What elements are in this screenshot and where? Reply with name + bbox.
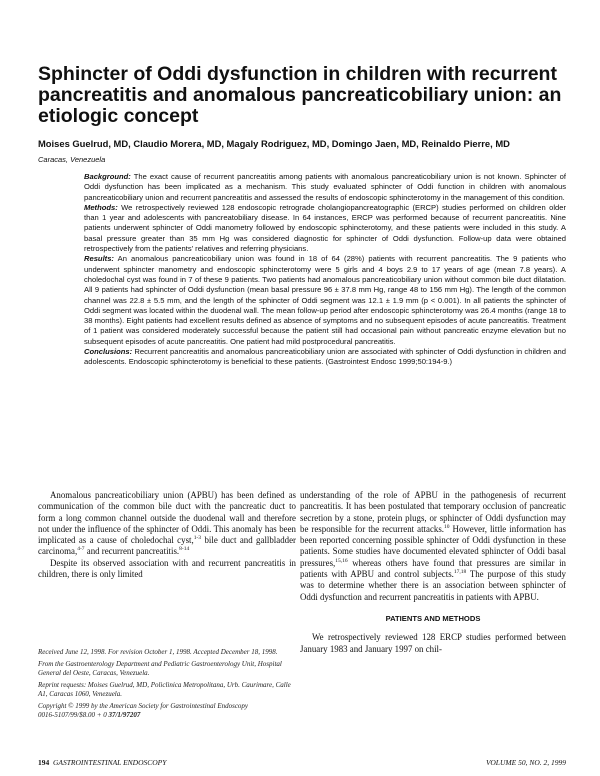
affiliation-note: From the Gastroenterology Department and Pediatric Gastroenterology Unit, Hospital General del Oeste, Caracas, Venezuela. <box>38 660 282 677</box>
abstract <box>84 172 566 368</box>
intro-paragraph-2: Despite its observed association with and recurrent pancreatitis in children, there is only limited <box>38 557 296 580</box>
copyright-code <box>38 711 140 719</box>
citation-ref: 1-3 <box>193 535 202 542</box>
intro-text-b: bile duct and gallbladder carcinoma, <box>38 535 296 557</box>
citation-ref: 15,16 <box>335 557 348 564</box>
conclusions-label: Conclusions: <box>84 347 133 357</box>
section-heading-methods: PATIENTS AND METHODS <box>385 613 481 623</box>
copyright-note <box>38 702 296 720</box>
results-text: An anomalous pancreaticobiliary union was found in 18 of 64 (28%) patients with recurrent pancreatitis. The 9 patients who underwent sphincter manometry and endoscopic sphincterotomy were 5 girls and 4 boys 2.9 to 17 years of age (mean 7.8 years). A choledochal cyst was found in 7 of these 9 patients. Two patients had anomalous pancreaticobiliary union without common bile duct dilatation. All 9 patients had sphincter of Oddi dysfunction (mean basal pressure 96 ± 37.8 mm Hg, range 48 to 156 mm Hg). The length of the common channel was 22.8 ± 5.5 mm, and the length of the sphincter of Oddi segment was 12.1 ± 1.9 mm (p < 0.001). In all patients the sphincter of Oddi segment was located within the duodenal wall. The mean follow-up period after endoscopic sphincterotomy was 26.4 months (range 18 to 38 months). Eight patients had excellent results defined as absence of symptoms and no subsequent episodes of acute pancreatitis. Treatment of 1 patient was considered moderately successful because the patient still had occasional pain without pancreatic enzyme elevation but no subsequent episodes of acute pancreatitis. One patient had mild postprocedural pancreatitis. <box>84 254 566 346</box>
body-column-left <box>38 490 296 580</box>
intro-paragraph-1 <box>38 490 296 558</box>
reprint-note: Reprint requests: Moises Guelrud, MD, Policlinica Metropolitana, Urb. Caurimare, Calle A1, Caracas 1060, Venezuela. <box>38 681 291 698</box>
methods-label: Methods: <box>84 202 118 212</box>
abstract-background <box>84 172 566 203</box>
article-title: Sphincter of Oddi dysfunction in children with recurrent pancreatitis and anomalous pancreaticobiliary union: an etiologic concept <box>38 63 562 127</box>
intro-text-f: whereas others have found that pressures are similar in patients with APBU and control subjects. <box>300 557 566 580</box>
intro-text-d: understanding of the role of APBU in the pathogenesis of recurrent pancreatitis. It has been postulated that temporary occlusion of pancreatic secretion by a stone, protein plugs, or sphincter of Oddi dysfunction may be responsible for the recurrent attacks. <box>300 490 566 534</box>
received-note: Received June 12, 1998. For revision October 1, 1998. Accepted December 18, 1998. <box>38 648 278 656</box>
abstract-methods <box>84 203 566 254</box>
results-label: Results: <box>84 254 114 264</box>
citation-ref: 8-14 <box>179 546 190 553</box>
methods-paragraph-1: We retrospectively reviewed 128 ERCP studies performed between January 1983 and January 1997 on chil- <box>300 632 566 654</box>
intro-text-g: The purpose of this study was to determine whether there is an association between sphincter of Oddi dysfunction and recurrent pancreatitis in patients with APBU. <box>300 569 566 602</box>
citation-ref: 17,18 <box>453 569 467 576</box>
abstract-conclusions <box>84 347 566 368</box>
background-text: The exact cause of recurrent pancreatitis among patients with anomalous pancreaticobiliary union is not known. Sphincter of Oddi dysfunction has been implicated as a mechanism. This study evaluated sphincter of Oddi function in children with anomalous pancreaticobiliary union and recurrent pancreatitis and assessed the results of endoscopic sphincterotomy in the management of this condition. <box>84 172 566 202</box>
methods-text: We retrospectively reviewed 128 endoscopic retrograde cholangiopancreatographic (ERCP) studies performed on children older than 1 year and adolescents with pancreatobiliary disease. In 64 instances, ERCP was performed because of recurrent pancreatitis. Nine patients underwent sphincter of Oddi manometry followed by endoscopic sphincterotomy, and these patients were included in this study. A basal pressure greater than 35 mm Hg was considered diagnostic for sphincter of Oddi dysfunction. Follow-up data were obtained retrospectively from the patients' relatives and referring physicians. <box>84 202 566 254</box>
background-label: Background: <box>84 172 131 181</box>
journal-name: GASTROINTESTINAL ENDOSCOPY <box>53 758 167 767</box>
conclusions-text: Recurrent pancreatitis and anomalous pancreaticobiliary union are associated with sphincter of Oddi dysfunction in children and adolescents. Endoscopic sphincterotomy is beneficial to these patients. (Gastrointest Endosc 1999;50:194-9.) <box>84 347 566 367</box>
citation-ref: 10 <box>444 523 450 530</box>
body-column-right <box>300 490 566 655</box>
author-location: Caracas, Venezuela <box>38 155 106 164</box>
article-code: 37/1/97207 <box>108 711 141 719</box>
intro-text-c: and recurrent pancreatitis. <box>84 546 180 557</box>
page-number: 194 <box>38 758 50 767</box>
issn-code: 0016-5107/99/$8.00 + 0 <box>38 711 107 719</box>
volume-info: VOLUME 50, NO. 2, 1999 <box>486 758 566 767</box>
copyright-text: Copyright © 1999 by the American Society for Gastrointestinal Endoscopy <box>38 702 249 710</box>
abstract-results <box>84 254 566 347</box>
intro-text-a: Anomalous pancreaticobiliary union (APBU) has been defined as communication of the common bile duct with the pancreatic duct to form a long common channel outside the duodenal wall and therefore not under the influence of the sphincter of Oddi. This anomaly has been implicated as a cause of choledochal cyst, <box>38 490 296 546</box>
page-footer <box>38 758 566 770</box>
intro-text-e: However, little information has been reported concerning possible sphincter of Oddi dysfunction in these patients. Some studies have documented elevated sphincter of Oddi basal pressures, <box>300 523 567 568</box>
citation-ref: 4-7 <box>77 546 85 553</box>
article-notes <box>38 648 296 723</box>
author-list: Moises Guelrud, MD, Claudio Morera, MD, Magaly Rodriguez, MD, Domingo Jaen, MD, Reinaldo Pierre, MD <box>38 138 510 149</box>
intro-paragraph-3 <box>300 490 566 603</box>
footer-left <box>38 758 166 767</box>
